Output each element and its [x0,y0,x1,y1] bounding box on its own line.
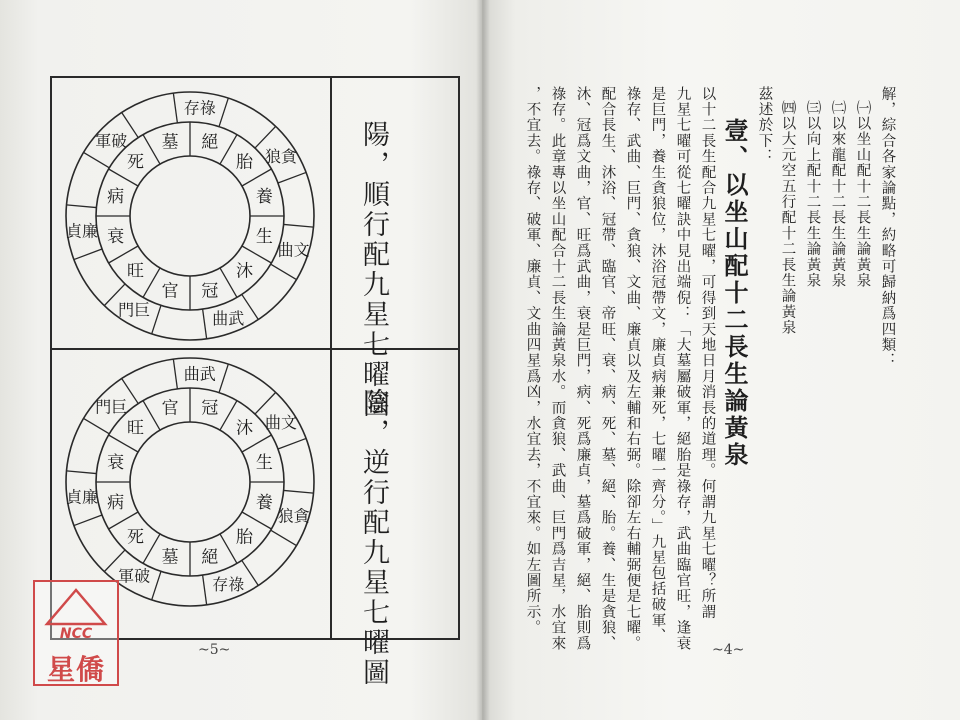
intro-line: 解，綜合各家論點，約略可歸納爲四類： [879,86,896,369]
body-line-4: 祿存、武曲、巨門、貪狼、文曲、廉貞以及左輔和右弼。除卻左右輔弼便是七曜。 [624,86,641,652]
upper-wheel-inner-divider [143,268,160,297]
left-page-number: ~5~ [198,642,231,658]
upper-wheel-stage-label: 病 [107,187,125,208]
upper-wheel-outer-divider [84,152,110,167]
lower-wheel-outer-divider [284,490,314,493]
upper-wheel-star-label: 存祿 [183,98,216,118]
upper-wheel-stage-label: 養 [255,187,273,208]
lower-wheel-stage-label: 冠 [201,398,219,419]
body-line-2: 九星七曜可從七曜訣中見出端倪：「大墓屬破軍，絕胎是祿存，武曲臨官旺，逢衰 [674,86,691,652]
diagram-divider-vertical [330,76,332,640]
lower-wheel-star-label: 門巨 [95,397,128,417]
lower-wheel-outer-divider [278,438,306,449]
upper-wheel-outer-divider [284,224,314,227]
lower-wheel-stage-label: 官 [161,398,179,419]
upper-wheel-outer-divider [271,264,297,279]
upper-wheel-star-label: 貞廉 [65,221,98,241]
lower-wheel-stage-label: 死 [127,527,145,548]
upper-wheel-outer-divider [74,249,102,260]
upper-wheel-star-label: 曲武 [212,309,245,329]
right-page-number: ~4~ [712,642,745,658]
lower-wheel-stage-label: 胎 [235,527,253,548]
lower-wheel-inner-circle [130,422,250,542]
upper-star-wheel [58,90,322,342]
stamp-brand: NCC [59,626,93,642]
upper-wheel-stage-label: 官 [161,281,179,302]
diagram-divider-horizontal [50,348,460,350]
upper-wheel-inner-circle [130,156,250,276]
upper-wheel-star-label: 曲文 [277,240,310,260]
upper-wheel-outer-divider [66,205,96,208]
lower-wheel-inner-divider [242,512,271,529]
upper-wheel-stage-label: 沐 [235,261,253,282]
lower-wheel-stage-label: 旺 [127,418,145,439]
upper-wheel-inner-divider [109,246,138,263]
stamp-name: 星僑 [46,653,105,686]
lower-wheel-outer-divider [173,359,177,389]
lower-wheel-stage-label: 生 [255,453,273,474]
upper-wheel-outer-divider [219,98,228,127]
upper-wheel-stage-label: 墓 [161,132,179,153]
upper-wheel-inner-divider [242,246,271,263]
lead-line: 茲述於下： [756,86,773,165]
lower-wheel-outer-divider [152,571,161,600]
upper-wheel-outer-divider [278,172,306,183]
upper-wheel-stage-label: 旺 [127,261,145,282]
upper-wheel-stage-label: 冠 [201,281,219,302]
upper-wheel-stage-label: 生 [255,226,273,247]
lower-wheel-inner-divider [220,401,237,430]
upper-wheel-star-label: 軍破 [95,131,128,151]
list-item-2: ㈡以來龍配十二長生論黃泉 [829,100,846,289]
upper-wheel-outer-divider [203,309,207,339]
lower-wheel-star-label: 貞廉 [65,487,98,507]
lower-wheel-outer-divider [255,392,276,414]
upper-wheel-outer-divider [152,305,161,334]
body-line-3: 是巨門，養生貪狼位，沐浴冠帶文，廉貞病兼死，七曜一齊分。」九星包括破軍、 [649,86,666,644]
upper-wheel-star-label: 門巨 [118,300,151,320]
list-item-1: ㈠以坐山配十二長生論黃泉 [854,100,871,289]
section-heading: 壹、以坐山配十二長生論黃泉 [720,118,749,469]
body-line-8: ，不宜去。祿存、破軍、廉貞、文曲四星爲凶，水宜去，不宜來。如左圖所示。 [524,86,541,636]
lower-wheel-star-label: 曲文 [264,412,297,432]
body-line-1: 以十二長生配合九星七曜，可得到天地日月消長的道理。何謂九星七曜？所謂 [699,86,716,620]
lower-wheel-stage-label: 養 [255,492,273,513]
upper-wheel-stage-label: 死 [127,152,145,173]
lower-wheel-outer-divider [271,530,297,545]
upper-wheel-stage-label: 胎 [235,152,253,173]
lower-diagram-title: 陰，逆行配九星七曜圖 [358,388,389,688]
lower-wheel-inner-divider [143,534,160,563]
book-gutter [476,0,490,720]
lower-wheel-outer-divider [74,515,102,526]
upper-wheel-inner-divider [143,135,160,164]
list-item-4: ㈣以大元空五行配十二長生論黃泉 [779,100,796,336]
lower-star-wheel [58,356,322,608]
triangle-icon [35,584,117,628]
lower-wheel-stage-label: 沐 [235,418,253,439]
lower-wheel-outer-divider [219,364,228,393]
lower-wheel-stage-label: 絕 [201,547,219,568]
lower-wheel-stage-label: 病 [107,492,125,513]
lower-wheel-outer-divider [84,418,110,433]
body-line-5: 配合長生、沐浴、冠帶、臨官、帝旺、衰、病、死、墓、絕、胎。養、生是貪狼、 [599,86,616,652]
lower-wheel-outer-divider [66,471,96,474]
upper-wheel-outer-divider [255,126,276,148]
body-line-7: 祿存。此章專以坐山配合十二長生論黃泉水。而貪狼、武曲、巨門爲吉星，水宜來 [549,86,566,652]
body-line-6: 沐、冠爲文曲，官、旺爲武曲，衰是巨門，病、死爲廉貞，墓爲破軍，絕、胎則爲 [574,86,591,652]
upper-diagram-title: 陽，順行配九星七曜圖 [358,120,389,420]
lower-wheel-inner-divider [220,534,237,563]
upper-wheel-star-label: 狼貪 [264,146,297,166]
upper-wheel-inner-divider [220,268,237,297]
lower-wheel-star-label: 曲武 [183,364,216,384]
upper-wheel-outer-divider [173,93,177,123]
lower-wheel-star-label: 軍破 [118,566,151,586]
upper-wheel-stage-label: 絕 [201,132,219,153]
upper-wheel-inner-divider [220,135,237,164]
lower-wheel-stage-label: 墓 [161,547,179,568]
lower-wheel-inner-divider [143,401,160,430]
lower-wheel-star-label: 狼貪 [277,506,310,526]
lower-wheel-stage-label: 衰 [107,453,125,474]
lower-wheel-outer-divider [203,575,207,605]
upper-wheel-stage-label: 衰 [107,226,125,247]
lower-wheel-star-label: 存祿 [212,575,245,595]
list-item-3: ㈢以向上配十二長生論黃泉 [804,100,821,289]
lower-wheel-inner-divider [109,512,138,529]
ncc-logo-stamp [33,580,119,686]
